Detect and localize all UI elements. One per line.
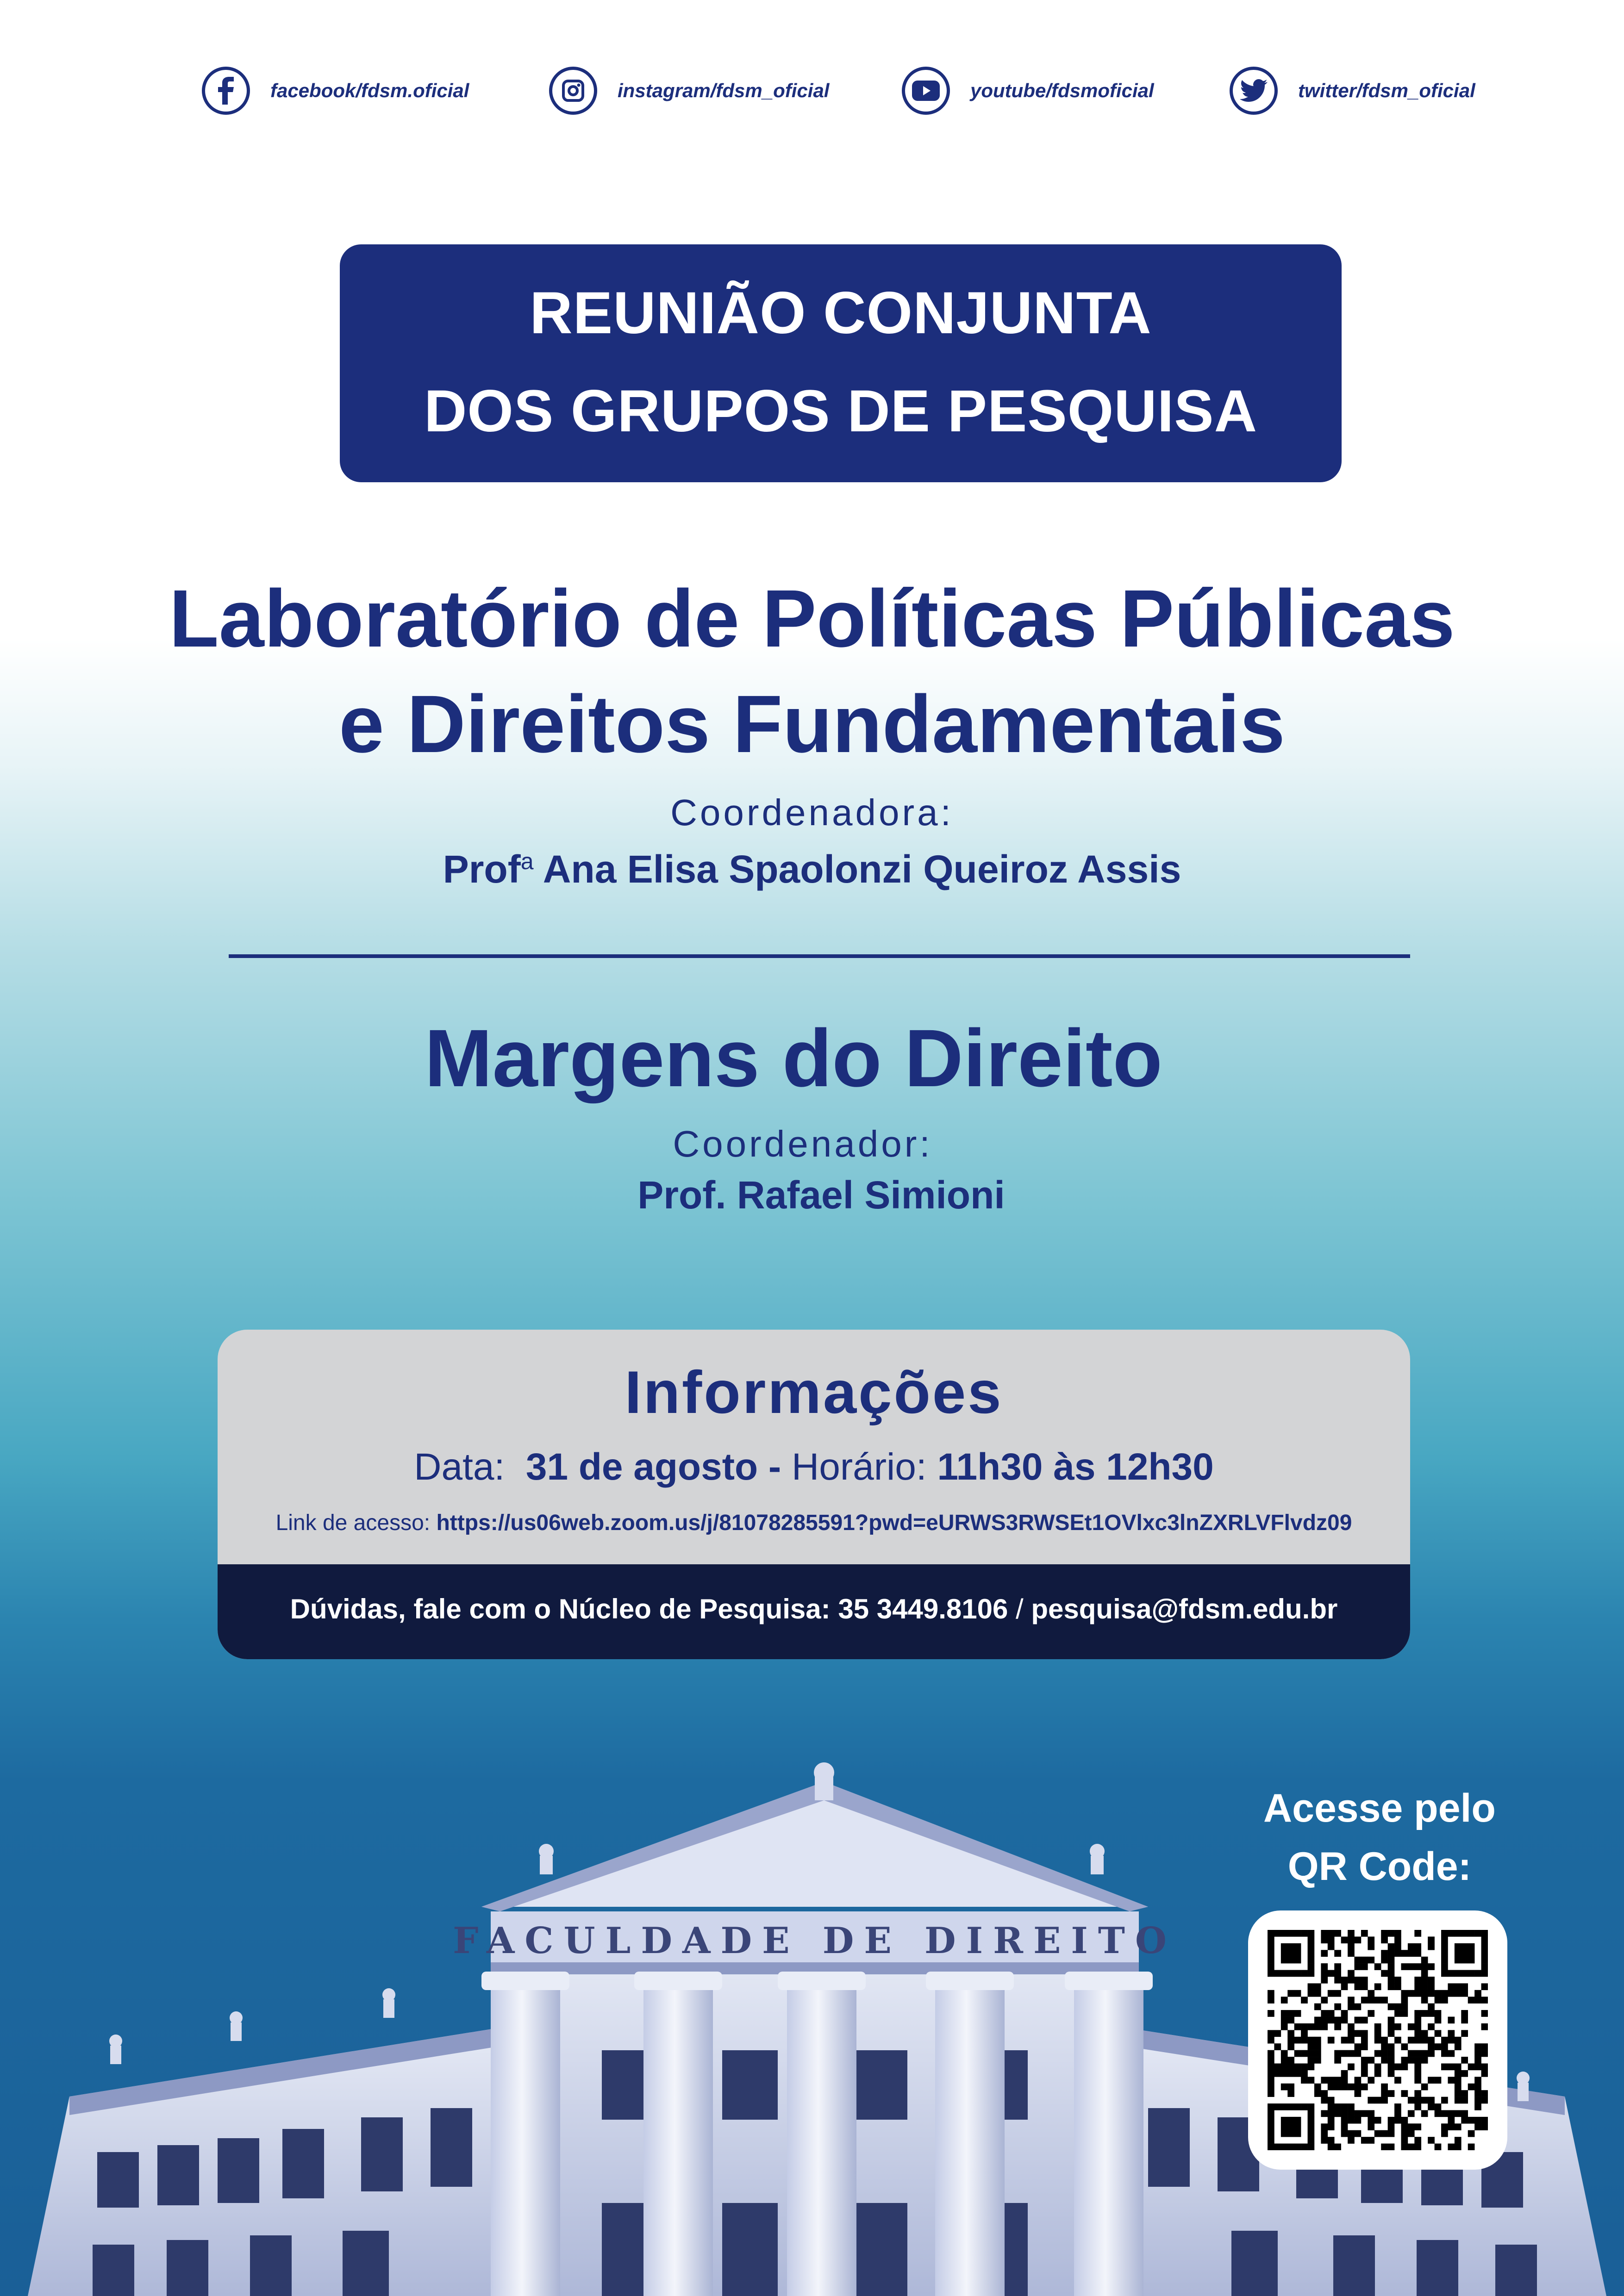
social-twitter[interactable] — [1230, 65, 1475, 117]
contact-phone-text: Dúvidas, fale com o Núcleo de Pesquisa: 35 3449.8106 — [290, 1593, 1008, 1624]
qr-label-line-1: Acesse pelo — [1263, 1786, 1496, 1830]
contact-separator: / — [1016, 1593, 1024, 1624]
group2-coordinator-name: Prof. Rafael Simioni — [637, 1173, 1005, 1217]
info-title: Informações — [625, 1358, 1003, 1426]
group1-title-line-2: e Direitos Fundamentais — [338, 679, 1286, 770]
link-label: Link de acesso: — [275, 1511, 431, 1535]
info-box — [218, 1330, 1410, 1659]
qr-code[interactable] — [1268, 1930, 1488, 2150]
group1-title-line-1: Laboratório de Políticas Públicas — [169, 573, 1455, 664]
social-facebook[interactable] — [202, 65, 469, 117]
facebook-handle: facebook/fdsm.oficial — [270, 80, 469, 101]
twitter-icon — [1230, 67, 1278, 115]
date-value: 31 de agosto — [525, 1446, 758, 1488]
group2-coordinator-role: Coordenador: — [673, 1123, 933, 1164]
youtube-handle: youtube/fdsmoficial — [970, 80, 1154, 101]
banner-line-2: DOS GRUPOS DE PESQUISA — [424, 378, 1258, 444]
instagram-handle: instagram/fdsm_oficial — [618, 80, 830, 101]
zoom-link[interactable]: https://us06web.zoom.us/j/81078285591?pwd=eURWS3RWSEt1OVlxc3lnZXRLVFlvdz09 — [436, 1511, 1352, 1535]
group1-coordinator-role: Coordenadora: — [670, 792, 954, 833]
date-label: Data: — [414, 1446, 505, 1488]
youtube-icon — [902, 67, 950, 115]
access-link-row — [218, 1510, 1410, 1536]
contact-bar — [218, 1564, 1410, 1659]
time-label: Horário: — [792, 1446, 927, 1488]
schedule-separator: - — [768, 1446, 781, 1488]
banner-line-1: REUNIÃO CONJUNTA — [530, 280, 1152, 346]
section-divider — [229, 954, 1410, 958]
twitter-handle: twitter/fdsm_oficial — [1298, 80, 1475, 101]
facebook-icon — [202, 67, 250, 115]
social-youtube[interactable] — [902, 65, 1154, 117]
group1-coordinator-name — [0, 847, 1624, 892]
group1-title-prefix: Prof — [443, 847, 521, 891]
contact-text — [218, 1593, 1410, 1625]
contact-email[interactable]: pesquisa@fdsm.edu.br — [1031, 1593, 1338, 1624]
event-banner — [340, 244, 1342, 482]
building-inscription: FACULDADE DE DIREITO — [453, 1920, 1177, 1962]
social-instagram[interactable] — [549, 65, 829, 117]
qr-label-line-2: QR Code: — [1287, 1844, 1472, 1889]
time-value: 11h30 às 12h30 — [937, 1446, 1214, 1488]
instagram-icon — [549, 67, 597, 115]
qr-code-card[interactable] — [1248, 1910, 1507, 2170]
info-schedule — [218, 1445, 1410, 1489]
group1-person-name: Ana Elisa Spaolonzi Queiroz Assis — [533, 847, 1181, 891]
group1-title-suffix: a — [520, 848, 534, 874]
group2-title: Margens do Direito — [425, 1013, 1162, 1104]
